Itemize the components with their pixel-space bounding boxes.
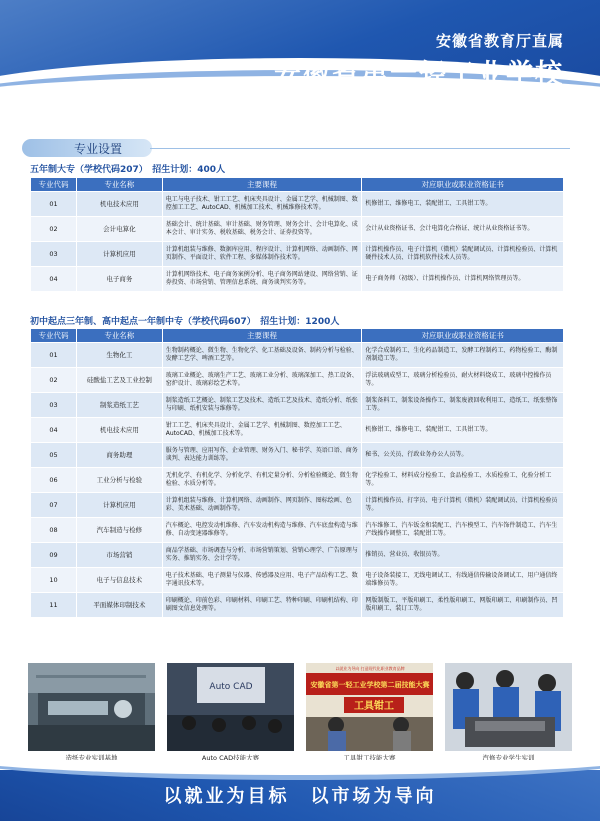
table-header-row <box>31 178 564 192</box>
photo-papermaking-base <box>28 663 155 751</box>
table-row <box>31 518 564 543</box>
major-courses: 制浆造纸工艺概论、制浆工艺及技术、造纸工艺及技术、造纸分析、纸张与印刷、纸机安装与维修等。 <box>162 393 362 418</box>
major-name: 生物化工 <box>76 343 162 368</box>
school-name: 安徽省第一轻工业学校 <box>274 59 564 90</box>
header-name: 专业名称 <box>76 178 162 192</box>
major-code: 09 <box>31 543 77 568</box>
bottom-banner <box>0 760 600 821</box>
major-code: 04 <box>31 267 77 292</box>
major-certificates: 秘书、公关员、行政业务办公人员等。 <box>362 443 564 468</box>
table-header-row <box>31 329 564 343</box>
photo-fitter-contest <box>306 663 433 751</box>
table1-title: 五年制大专（学校代码207） 招生计划：400人 <box>30 165 226 175</box>
major-certificates: 化学合成制药工、生化药品制造工、发酵工程制药工、药物检验工、酶制剂制造工等。 <box>362 343 564 368</box>
major-name: 电子商务 <box>76 267 162 292</box>
major-code: 11 <box>31 593 77 618</box>
header-certificates: 对应职业或职业资格证书 <box>362 178 564 192</box>
table-row <box>31 468 564 493</box>
major-code: 04 <box>31 418 77 443</box>
header-name: 专业名称 <box>76 329 162 343</box>
secondary-program-table <box>30 328 564 618</box>
table-row <box>31 543 564 568</box>
major-certificates: 电子设备装接工、无线电调试工、有线通信传输设备调试工、用户通信终端维修员等。 <box>362 568 564 593</box>
major-code: 01 <box>31 192 77 217</box>
major-courses: 钳工工艺、机床夹具设计、金属工艺学、机械制图、数控加工工艺、AutoCAD、机械加工技术等。 <box>162 418 362 443</box>
footer-slogan: 以就业为目标 以市场为导向 <box>163 786 437 807</box>
major-name: 硅酸盐工艺及工业控制 <box>76 368 162 393</box>
major-courses: 无机化学、有机化学、分析化学、有机定量分析、分析检验概论、微生物检验、水质分析等。 <box>162 468 362 493</box>
major-name: 汽车制造与检修 <box>76 518 162 543</box>
major-name: 计算机应用 <box>76 242 162 267</box>
major-name: 市场营销 <box>76 543 162 568</box>
major-code: 02 <box>31 368 77 393</box>
table-row <box>31 343 564 368</box>
major-code: 05 <box>31 443 77 468</box>
factory-photo-illustration <box>28 663 155 751</box>
header-code: 专业代码 <box>31 329 77 343</box>
major-certificates: 化学检验工、材料成分检验工、食品检验工、水质检验工、化验分析工等。 <box>362 468 564 493</box>
major-courses: 商品学基础、市场调查与分析、市场营销策划、营销心理学、广告原理与实务、推销实务、会计学等。 <box>162 543 362 568</box>
photo-caption: Auto CAD技能大赛 <box>201 754 260 762</box>
section-tab <box>22 139 152 157</box>
major-code: 06 <box>31 468 77 493</box>
table-row <box>31 368 564 393</box>
major-courses: 生物制药概论、微生物、生物化学、化工基础及设备、制药分析与检验、发酵工艺学、啤酒工艺等。 <box>162 343 362 368</box>
major-courses: 电工与电子技术、钳工工艺、机床夹具设计、金属工艺学、机械制图、数控加工工艺、AutoCAD、机械加工技术、机械维修技术等。 <box>162 192 362 217</box>
major-certificates: 汽车维修工、汽车钣金和装配工、汽车模型工、汽车饰件制造工、汽车生产线操作调整工、装配钳工等。 <box>362 518 564 543</box>
major-courses: 玻璃工业概论、玻璃生产工艺、玻璃工业分析、玻璃深加工、热工设备、窑炉设计、玻璃彩绘艺术等。 <box>162 368 362 393</box>
section-label: 专业设置 <box>74 142 123 156</box>
major-certificates: 电子商务师（初级）、计算机操作员、计算机网络管理员等。 <box>362 267 564 292</box>
major-certificates: 机修钳工、维修电工、装配钳工、工具钳工等。 <box>362 192 564 217</box>
table-row <box>31 192 564 217</box>
table-row <box>31 217 564 242</box>
contest-banner-text: 安徽省第一轻工业学校第二届技能大赛 <box>310 681 430 689</box>
major-courses: 印刷概论、印前色彩、印刷材料、印刷工艺、特种印刷、印刷机结构、印刷图文信息处理等。 <box>162 593 362 618</box>
major-certificates: 会计从业资格证书、会计电算化合格证、统计从业资格证书等。 <box>362 217 564 242</box>
major-name: 计算机应用 <box>76 493 162 518</box>
major-code: 01 <box>31 343 77 368</box>
major-name: 制浆造纸工艺 <box>76 393 162 418</box>
major-courses: 基础会计、统计基础、审计基础、财务管理、财务会计、会计电算化、成本会计、审计实务、税收基础、税务会计、证券投资等。 <box>162 217 362 242</box>
major-name: 商务助理 <box>76 443 162 468</box>
header-code: 专业代码 <box>31 178 77 192</box>
major-certificates: 计算机操作员、电子计算机（微机）装配调试员、计算机检验员、计算机硬件技术人员、计算机软件技术人员等。 <box>362 242 564 267</box>
major-courses: 计算机组装与维修、计算机网络、动画制作、网页制作、图标绘画、色彩、美术基础、动画制作等。 <box>162 493 362 518</box>
major-courses: 计算机网络技术、电子商务案例分析、电子商务网站建设、网络营销、证券投资、市场营销、管理信息系统、商务谈判实务等。 <box>162 267 362 292</box>
major-certificates: 制浆备料工、制浆设备操作工、制浆废液回收利用工、造纸工、纸张整饰工等。 <box>362 393 564 418</box>
major-certificates: 计算机操作员、打字员、电子计算机（微机）装配调试员、计算机检验员等。 <box>362 493 564 518</box>
major-name: 机电技术应用 <box>76 192 162 217</box>
major-name: 机电技术应用 <box>76 418 162 443</box>
major-code: 02 <box>31 217 77 242</box>
table2-title: 初中起点三年制、高中起点一年制中专（学校代码607） 招生计划：1200人 <box>30 317 340 327</box>
top-banner <box>0 0 600 118</box>
major-courses: 计算机组装与维修、数据库应用、程序设计、计算机网络、动画制作、网页制作、平面设计、软件工程、多媒体制作技术等。 <box>162 242 362 267</box>
table-row <box>31 443 564 468</box>
major-name: 电子与信息技术 <box>76 568 162 593</box>
table-row <box>31 418 564 443</box>
major-code: 03 <box>31 393 77 418</box>
major-certificates: 网版制版工、平版印刷工、柔性版印刷工、网版印刷工、印刷制作员、凹版印刷工、装订工等。 <box>362 593 564 618</box>
header-certificates: 对应职业或职业资格证书 <box>362 329 564 343</box>
table-row <box>31 593 564 618</box>
table-row <box>31 267 564 292</box>
autocad-screen-text: Auto CAD <box>209 682 253 692</box>
major-certificates: 机修钳工、维修电工、装配钳工、工具钳工等。 <box>362 418 564 443</box>
major-code: 03 <box>31 242 77 267</box>
photo-caption: 造纸专业实训基地 <box>65 754 118 762</box>
section-divider <box>150 148 570 149</box>
photo-auto-repair-training <box>445 663 572 751</box>
photo-autocad-contest <box>167 663 294 751</box>
major-courses: 电子技术基础、电子测量与仪器、传感器及应用、电子产品结构工艺、数字通讯技术等。 <box>162 568 362 593</box>
major-code: 10 <box>31 568 77 593</box>
major-certificates: 浮法玻璃成型工、玻璃分析检验员、耐火材料烧成工、玻璃中控操作员等。 <box>362 368 564 393</box>
contest-sign-text: 工具钳工 <box>354 701 394 712</box>
photo-caption: 汽修专业学生实训 <box>482 754 535 762</box>
classroom-photo-illustration <box>167 663 294 751</box>
header-subtitle: 安徽省教育厅直属 <box>435 32 564 50</box>
five-year-program-table <box>30 177 564 292</box>
major-name: 平面媒体印制技术 <box>76 593 162 618</box>
major-name: 工业分析与检验 <box>76 468 162 493</box>
major-code: 07 <box>31 493 77 518</box>
table-row <box>31 568 564 593</box>
contest-photo-illustration <box>306 663 433 751</box>
major-certificates: 推销员、营业员、收银员等。 <box>362 543 564 568</box>
workshop-photo-illustration <box>445 663 572 751</box>
major-courses: 汽车概论、电控发动机维修、汽车发动机构造与维修、汽车底盘构造与维修、自动变速器维修等。 <box>162 518 362 543</box>
table-row <box>31 493 564 518</box>
header-courses: 主要课程 <box>162 178 362 192</box>
major-code: 08 <box>31 518 77 543</box>
table-row <box>31 393 564 418</box>
header-courses: 主要课程 <box>162 329 362 343</box>
table-row <box>31 242 564 267</box>
major-courses: 服务与管理、应用写作、企业管理、财务入门、秘书学、英语口语、商务谈判、表达能力训练等。 <box>162 443 362 468</box>
photo-strip <box>28 663 572 763</box>
top-small-text: 以就业为导向 打造现代化职业教育品牌 <box>335 666 405 671</box>
major-name: 会计电算化 <box>76 217 162 242</box>
photo-caption: 工具钳工技能大赛 <box>343 754 396 762</box>
